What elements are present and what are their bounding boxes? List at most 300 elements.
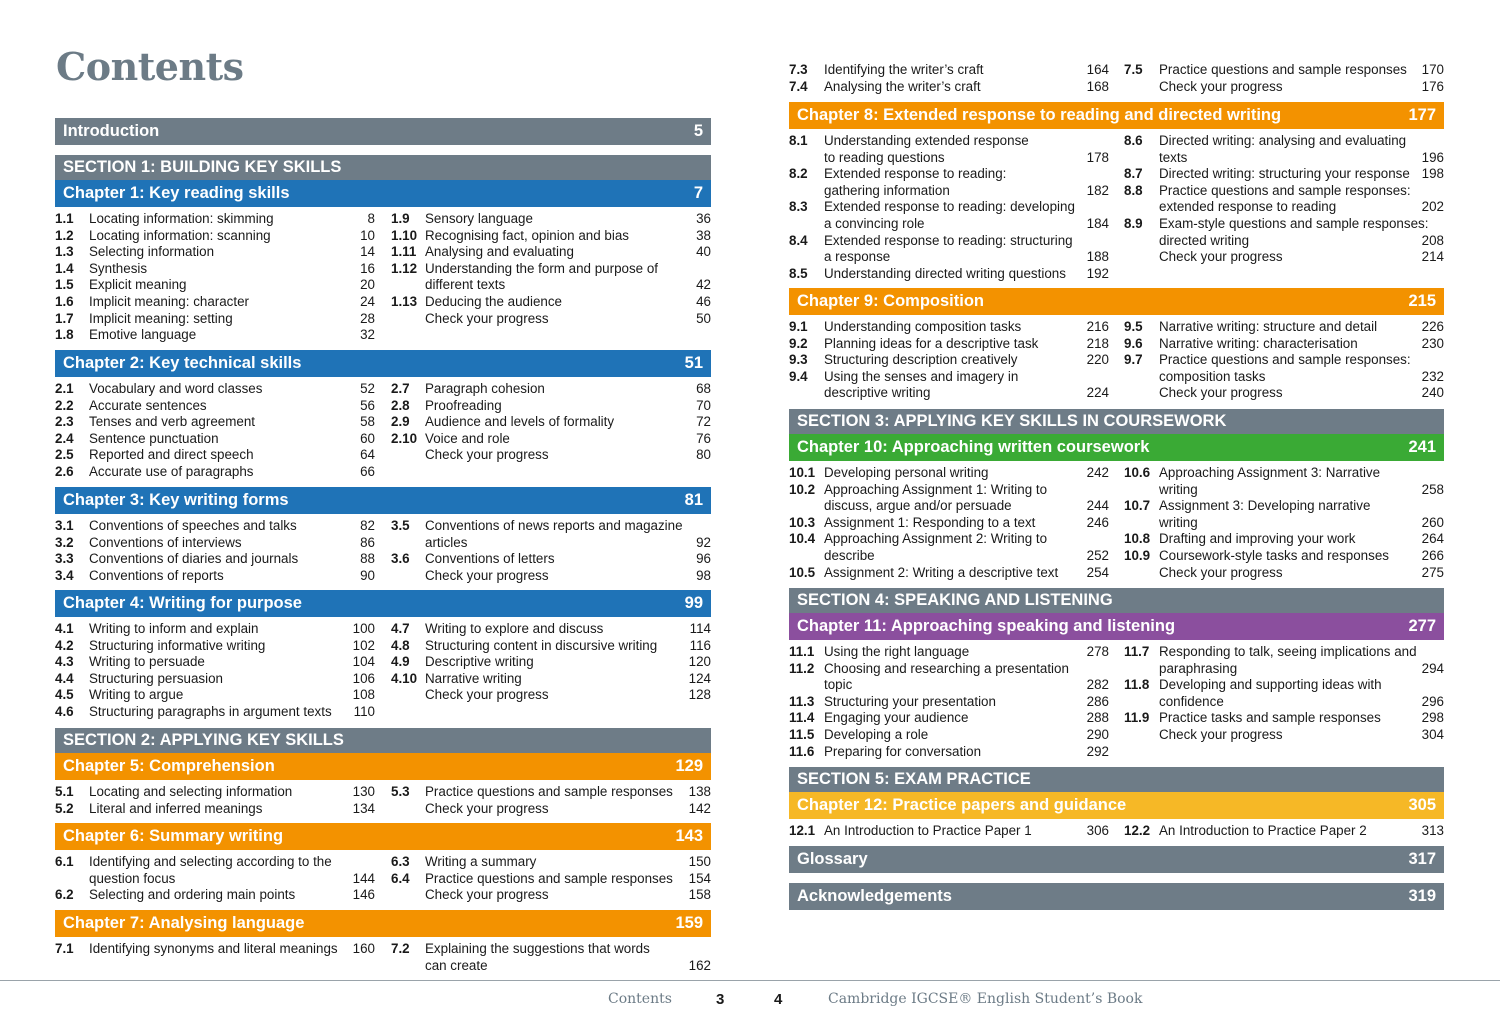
entry-title: Locating information: scanning [89,227,271,243]
chapter-header-chapter-1-key-reading-skills [55,180,711,207]
toc-subcolumn [789,62,1109,95]
toc-subcolumn [1124,319,1444,402]
toc-entry [1124,319,1444,336]
entry-number: 4.10 [391,670,418,686]
section-header-section-1-building-key-skills [55,155,711,180]
toc-entry [55,784,375,801]
entry-title: Coursework-style tasks and responses [1159,547,1389,563]
entry-page-number: 158 [688,887,711,903]
toc-entry [391,871,711,888]
entry-number: 11.5 [789,726,815,742]
toc-entry [391,687,711,704]
entry-number: 3.2 [55,534,74,550]
toc-entry [1124,677,1444,694]
entry-page-number [1105,133,1109,150]
toc-entry [391,535,711,552]
entry-title: Synthesis [89,260,148,276]
header-title: Chapter 9: Composition [797,292,985,310]
entry-page-number: 278 [1086,644,1109,659]
entry-title: Understanding directed writing questions [824,265,1066,281]
header-page-number: 143 [675,827,703,845]
entry-number: 8.5 [789,265,808,281]
entry-number: 10.8 [1124,531,1151,547]
toc-entry [55,414,375,431]
toc-entry [391,518,711,535]
toc-entry [391,431,711,448]
entry-title: Check your progress [425,887,549,903]
entry-title: articles [425,534,468,550]
entry-page-number: 36 [696,211,711,226]
entry-title: Voice and role [425,430,510,446]
entry-number: 10.7 [1124,498,1151,514]
entry-number: 10.9 [1124,547,1151,563]
entry-page-number: 52 [360,381,375,396]
entry-title: Check your progress [1159,249,1283,265]
entry-title: descriptive writing [824,385,931,401]
toc-entry [55,801,375,818]
entry-number [1124,694,1159,711]
header-page-number: 177 [1408,106,1436,124]
entry-title: Locating and selecting information [89,784,293,799]
entry-page-number: 168 [1086,78,1109,94]
toc-entry [55,551,375,568]
toc-entry [1124,133,1444,150]
entry-number: 4.7 [391,621,410,636]
toc-entry [1124,385,1444,402]
entry-title: Practice questions and sample responses: [1159,182,1411,198]
toc-entry [55,228,375,245]
entry-page-number: 120 [688,654,711,670]
chapter-header-chapter-3-key-writing-forms [55,487,711,514]
entry-number [1124,515,1159,532]
entry-number: 1.6 [55,293,74,309]
entry-number: 8.6 [1124,133,1143,148]
toc-entry [55,535,375,552]
entry-page-number: 264 [1421,531,1444,547]
entry-page-number: 80 [696,447,711,463]
toc-entry [1124,482,1444,499]
entry-number: 9.1 [789,319,808,334]
toc-subcolumn [789,823,1109,840]
entry-page-number: 70 [696,397,711,413]
toc-entry [789,266,1109,283]
entry-page-number: 82 [360,518,375,533]
entry-title: topic [824,677,853,693]
entry-title: a convincing role [824,215,925,231]
header-page-number: 7 [693,184,703,202]
entry-page-number: 170 [1421,62,1444,77]
toc-subcolumn [1124,133,1444,282]
entry-number: 2.2 [55,397,74,413]
entry-page-number [1105,531,1109,548]
entry-title: Writing to explore and discuss [425,621,604,636]
entry-number: 11.9 [1124,710,1150,726]
entry-page-number: 258 [1421,481,1444,497]
toc-entry [789,233,1109,250]
toc-subcolumn [391,784,711,817]
entry-number: 3.4 [55,567,74,583]
footer-left-label: Contents [608,991,672,1007]
entry-page-number: 246 [1086,514,1109,530]
entry-page-number: 104 [352,654,375,670]
entry-page-number: 16 [360,260,375,276]
entry-title: Practice questions and sample responses [425,784,673,799]
entry-page-number: 252 [1086,547,1109,563]
entry-number: 10.3 [789,514,816,530]
toc-entries [55,854,711,904]
toc-entry [1124,694,1444,711]
entry-page-number: 214 [1421,249,1444,265]
entry-title: Implicit meaning: setting [89,310,233,326]
toc-entry [1124,465,1444,482]
toc-subcolumn [55,211,375,344]
header-title: Chapter 12: Practice papers and guidance [797,796,1127,814]
entry-title: directed writing [1159,232,1250,248]
entry-page-number: 144 [352,870,375,886]
entry-number: 9.4 [789,368,808,384]
toc-subcolumn [789,133,1109,282]
chapter-header-chapter-12-practice-papers-and-guidance [789,792,1444,819]
entry-page-number: 294 [1421,660,1444,676]
entry-title: Vocabulary and word classes [89,381,263,396]
toc-subcolumn [55,621,375,721]
toc-entries [789,62,1444,95]
entry-page-number [1105,233,1109,250]
toc-entry [789,823,1109,840]
entry-title: Assignment 1: Responding to a text [824,514,1036,530]
entry-page-number: 130 [352,784,375,799]
toc-entry [391,958,711,975]
entry-number [1124,79,1159,96]
entry-number [789,498,824,515]
toc-subcolumn [789,465,1109,581]
entry-title: Analysing and evaluating [425,244,574,260]
chapter-header-glossary [789,846,1444,873]
header-title: Chapter 5: Comprehension [63,757,275,775]
entry-page-number: 134 [352,800,375,816]
entry-title: Proofreading [425,397,502,413]
entry-number: 4.9 [391,654,410,670]
entry-page-number [1105,166,1109,183]
entry-title: Writing to persuade [89,654,205,670]
entry-title: Emotive language [89,327,197,343]
toc-entry [1124,249,1444,266]
toc-entry [1124,727,1444,744]
entry-page-number: 260 [1421,514,1444,530]
entry-page-number: 60 [360,430,375,446]
entry-page-number [1105,369,1109,386]
entry-number: 8.4 [789,232,808,248]
entry-title: Responding to talk, seeing implications and [1159,644,1417,659]
toc-entry [1124,166,1444,183]
entry-title: Extended response to reading: developing [824,199,1075,215]
header-page-number: 319 [1408,887,1436,905]
entry-title: Accurate use of paragraphs [89,463,254,479]
entry-page-number: 14 [360,244,375,260]
entry-title: Reported and direct speech [89,447,254,463]
entry-title: Check your progress [425,687,549,703]
toc-entry [1124,710,1444,727]
footer-rule [0,980,1500,981]
entry-page-number: 88 [360,551,375,567]
entry-title: Implicit meaning: character [89,293,250,309]
entry-number: 10.1 [789,465,816,480]
entry-page-number: 92 [696,534,711,550]
entry-title: Accurate sentences [89,397,207,413]
toc-subcolumn [789,319,1109,402]
header-title: SECTION 4: SPEAKING AND LISTENING [797,591,1113,609]
entry-title: Structuring description creatively [824,352,1018,368]
entry-title: writing [1159,481,1198,497]
toc-entry [55,277,375,294]
toc-entry [391,638,711,655]
toc-entry [55,464,375,481]
entry-number: 3.1 [55,518,74,533]
toc-subcolumn [391,518,711,584]
toc-entry [55,654,375,671]
entry-title: Writing a summary [425,854,537,869]
entry-number [789,677,824,694]
entry-number: 9.6 [1124,335,1143,351]
entry-page-number: 266 [1421,547,1444,563]
entry-number: 2.7 [391,381,410,396]
toc-entry [391,244,711,261]
entry-title: Understanding the form and purpose of [425,260,658,276]
entry-title: Directed writing: structuring your response [1159,166,1410,182]
entry-number: 7.5 [1124,62,1143,77]
entry-number [1124,727,1159,744]
toc-entry [789,694,1109,711]
entry-number [391,311,425,328]
entry-page-number [707,261,711,278]
entry-number: 11.6 [789,743,815,759]
toc-entry [789,727,1109,744]
entry-number: 2.1 [55,381,74,396]
entry-page-number [1105,199,1109,216]
toc-entry [1124,62,1444,79]
entry-title: Developing a role [824,726,929,742]
toc-entry [55,381,375,398]
toc-entry [55,398,375,415]
entry-page-number: 208 [1421,232,1444,248]
header-title: Acknowledgements [797,887,952,905]
entry-page-number: 138 [688,784,711,799]
header-title: Glossary [797,850,868,868]
entry-page-number: 32 [360,327,375,343]
toc-entry [55,518,375,535]
entry-page-number [707,518,711,535]
entry-page-number [707,941,711,958]
entry-title: Check your progress [425,447,549,463]
toc-entry [55,704,375,721]
entry-number: 11.1 [789,644,815,659]
toc-entry [391,671,711,688]
entry-number: 2.8 [391,397,410,413]
toc-entry [789,677,1109,694]
entry-page-number [1440,465,1444,482]
toc-entry [391,654,711,671]
header-page-number: 99 [684,594,703,612]
entry-page-number: 28 [360,310,375,326]
toc-entry [789,199,1109,216]
entry-number: 10.6 [1124,465,1151,480]
entry-number: 7.2 [391,941,410,956]
entry-page-number [1440,677,1444,694]
toc-entry [55,261,375,278]
entry-page-number: 218 [1086,335,1109,351]
chapter-header-chapter-10-approaching-written-coursework [789,434,1444,461]
entry-number: 8.1 [789,133,808,148]
entry-number: 3.5 [391,518,410,533]
entry-title: Tenses and verb agreement [89,414,255,430]
entry-title: Extended response to reading: [824,166,1007,182]
entry-page-number: 56 [360,397,375,413]
entry-title: Structuring persuasion [89,670,223,686]
entry-number [789,183,824,200]
entry-page-number: 116 [689,637,711,653]
entry-number: 6.2 [55,887,74,903]
toc-entry [789,319,1109,336]
entry-page-number [1440,183,1444,200]
header-page-number: 317 [1408,850,1436,868]
entry-title: Approaching Assignment 3: Narrative [1159,465,1381,480]
toc-entry [1124,823,1444,840]
toc-entry [1124,183,1444,200]
entry-number: 4.3 [55,654,74,670]
entry-page-number: 304 [1421,726,1444,742]
header-title: Chapter 10: Approaching written coursework [797,438,1150,456]
entry-number: 8.7 [1124,166,1143,182]
toc-entry [55,568,375,585]
toc-entry [391,414,711,431]
toc-entry [1124,233,1444,250]
entry-title: Assignment 2: Writing a descriptive text [824,564,1059,580]
entry-number [1124,233,1159,250]
entry-page-number: 178 [1086,149,1109,165]
entry-page-number: 110 [353,703,375,719]
toc-entry [391,887,711,904]
entry-number: 4.2 [55,637,74,653]
toc-entry [391,311,711,328]
entry-title: Structuring your presentation [824,693,996,709]
entry-number [391,801,425,818]
entry-page-number: 146 [352,887,375,903]
entry-title: Narrative writing: characterisation [1159,335,1358,351]
entry-page-number: 292 [1086,743,1109,759]
entry-page-number: 106 [352,670,375,686]
header-page-number: 5 [693,122,703,140]
entry-number: 10.2 [789,481,816,497]
header-title: Introduction [63,122,160,140]
entry-page-number: 192 [1086,265,1109,281]
header-title: Chapter 6: Summary writing [63,827,284,845]
entry-page-number: 42 [696,277,711,293]
toc-entry [789,482,1109,499]
entry-page-number: 160 [352,941,375,956]
entry-number [391,687,425,704]
entry-title: Writing to argue [89,687,184,703]
entry-page-number [1440,352,1444,369]
footer-left-page-number: 3 [716,991,725,1008]
entry-number: 4.5 [55,687,74,703]
toc-subcolumn [55,854,375,904]
entry-page-number: 58 [360,414,375,430]
toc-entry [1124,150,1444,167]
entry-title: Structuring paragraphs in argument texts [89,703,332,719]
entry-number [1124,369,1159,386]
entry-page-number: 50 [696,310,711,326]
entry-title: Selecting information [89,244,215,260]
toc-entry [55,687,375,704]
toc-entry [789,79,1109,96]
entry-page-number: 40 [696,244,711,260]
toc-subcolumn [1124,62,1444,95]
chapter-header-acknowledgements [789,883,1444,910]
entry-title: Conventions of interviews [89,534,242,550]
entry-title: Exam-style questions and sample responses: [1159,215,1429,231]
entry-number [391,568,425,585]
entry-title: Conventions of letters [425,551,555,567]
entry-number: 2.5 [55,447,74,463]
entry-title: Understanding extended response [824,133,1029,148]
entry-number: 5.2 [55,800,74,816]
entry-number: 11.4 [789,710,815,726]
chapter-header-chapter-8-extended-response-to-reading-and-directed-writing [789,102,1444,129]
entry-title: Sentence punctuation [89,430,219,446]
entry-page-number: 98 [696,567,711,583]
entry-number: 1.11 [391,244,417,260]
entry-title: Narrative writing [425,670,522,686]
header-title: SECTION 3: APPLYING KEY SKILLS IN COURSEWORK [797,412,1227,430]
toc-subcolumn [55,518,375,584]
toc-entry [1124,531,1444,548]
entry-page-number: 8 [367,211,375,226]
toc-entry [391,551,711,568]
entry-number: 6.1 [55,854,74,869]
entry-page-number: 230 [1421,335,1444,351]
entry-page-number [1440,644,1444,661]
entry-title: Using the right language [824,644,970,659]
entry-page-number: 46 [696,293,711,309]
entry-number [391,535,425,552]
entry-number: 8.9 [1124,215,1143,231]
entry-title: Understanding composition tasks [824,319,1022,334]
toc-entries [789,644,1444,760]
entry-number: 7.3 [789,62,808,77]
entry-number: 11.3 [789,693,815,709]
toc-entries [55,518,711,584]
header-page-number: 81 [684,491,703,509]
entry-number: 5.1 [55,784,74,799]
toc-entry [789,216,1109,233]
entry-number: 4.4 [55,670,74,686]
toc-subcolumn [55,381,375,481]
toc-entry [55,621,375,638]
entry-number [1124,199,1159,216]
entry-page-number: 306 [1086,823,1109,838]
entry-title: Sensory language [425,211,533,226]
footer-right-label: Cambridge IGCSE® English Student’s Book [828,991,1143,1007]
entry-title: Analysing the writer’s craft [824,78,981,94]
toc-entries [55,381,711,481]
entry-number: 6.3 [391,854,410,869]
entry-page-number: 86 [360,534,375,550]
entry-title: discuss, argue and/or persuade [824,498,1012,514]
chapter-header-chapter-9-composition [789,288,1444,315]
entry-title: An Introduction to Practice Paper 1 [824,823,1032,838]
entry-number: 4.1 [55,621,74,636]
toc-entry [55,638,375,655]
